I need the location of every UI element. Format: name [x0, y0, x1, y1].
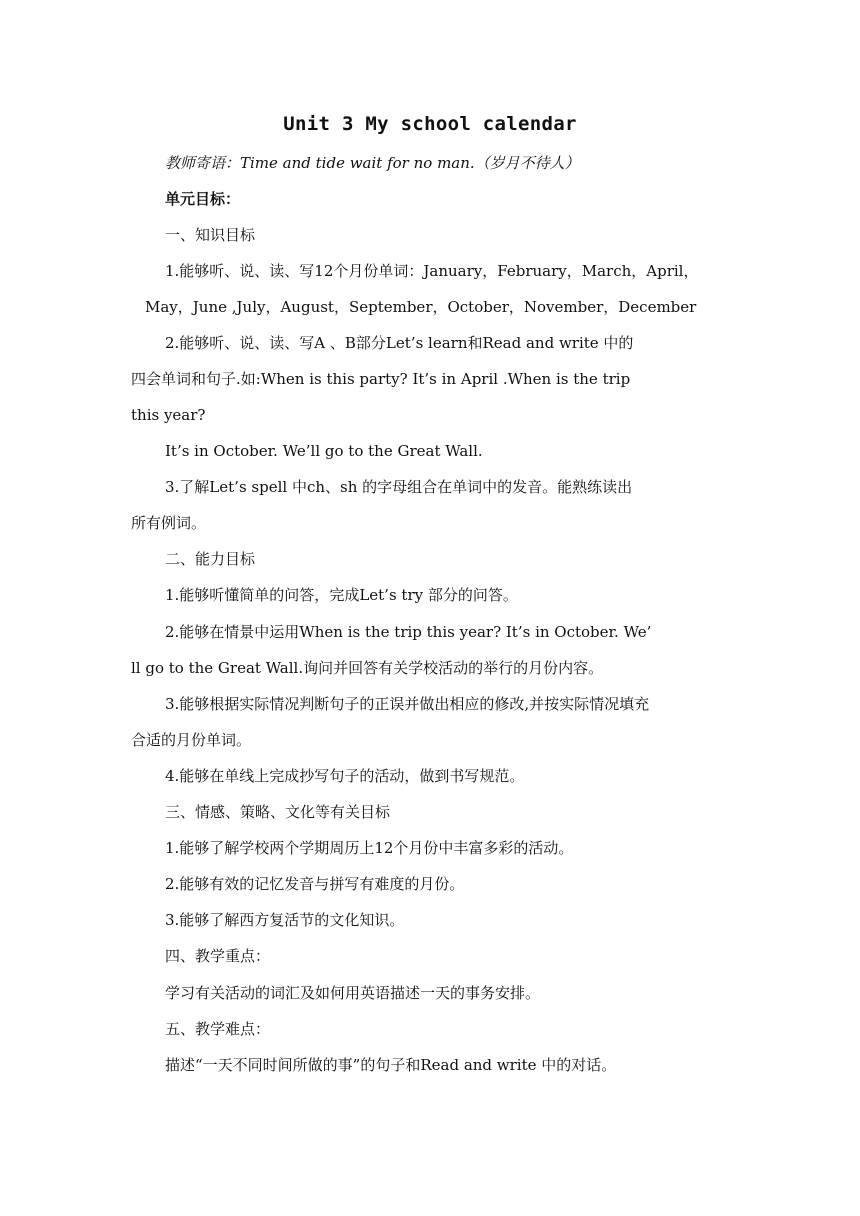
- paragraph-line: this year?: [131, 406, 206, 424]
- paragraph-line: 合适的月份单词。: [131, 731, 252, 749]
- section-heading-unit-goals: 单元目标：: [165, 190, 241, 208]
- paragraph-line: May，June ,July，August，September，October，November，December: [145, 298, 697, 316]
- paragraph-line: 1.能够听、说、读、写12个月份单词：January，February，March，April，: [165, 262, 699, 280]
- teacher-motto: 教师寄语：Time and tide wait for no man.（岁月不待人）: [165, 154, 580, 172]
- paragraph-line: 2.能够有效的记忆发音与拼写有难度的月份。: [165, 875, 465, 893]
- paragraph-line: 1.能够了解学校两个学期周历上12个月份中丰富多彩的活动。: [165, 839, 574, 857]
- section-heading-ability: 二、能力目标: [165, 550, 256, 568]
- paragraph-line: 所有例词。: [131, 514, 207, 532]
- paragraph-line: ll go to the Great Wall.询问并回答有关学校活动的举行的月份内容。: [131, 659, 604, 677]
- section-heading-key-points: 四、教学重点：: [165, 947, 271, 965]
- paragraph-line: 描述“一天不同时间所做的事”的句子和Read and write 中的对话。: [165, 1056, 617, 1074]
- paragraph-line: 4.能够在单线上完成抄写句子的活动，做到书写规范。: [165, 767, 525, 785]
- paragraph-line: 1.能够听懂简单的问答，完成Let’s try 部分的问答。: [165, 586, 518, 604]
- paragraph-line: 3.能够根据实际情况判断句子的正误并做出相应的修改,并按实际情况填充: [165, 695, 650, 713]
- document-title: Unit 3 My school calendar: [283, 113, 577, 135]
- paragraph-line: 四会单词和句子.如:When is this party? It’s in April .When is the trip: [131, 370, 631, 388]
- paragraph-line: 3.了解Let’s spell 中ch、sh 的字母组合在单词中的发音。能熟练读出: [165, 478, 633, 496]
- paragraph-line: 3.能够了解西方复活节的文化知识。: [165, 911, 405, 929]
- paragraph-line: 2.能够听、说、读、写A 、B部分Let’s learn和Read and write 中的: [165, 334, 634, 352]
- paragraph-line: It’s in October. We’ll go to the Great Wall.: [165, 442, 483, 460]
- paragraph-line: 学习有关活动的词汇及如何用英语描述一天的事务安排。: [165, 984, 541, 1002]
- paragraph-line: 2.能够在情景中运用When is the trip this year? It’s in October. We’: [165, 623, 652, 641]
- section-heading-difficult-points: 五、教学难点：: [165, 1020, 271, 1038]
- section-heading-emotion-strategy: 三、情感、策略、文化等有关目标: [165, 803, 391, 821]
- section-heading-knowledge: 一、知识目标: [165, 226, 256, 244]
